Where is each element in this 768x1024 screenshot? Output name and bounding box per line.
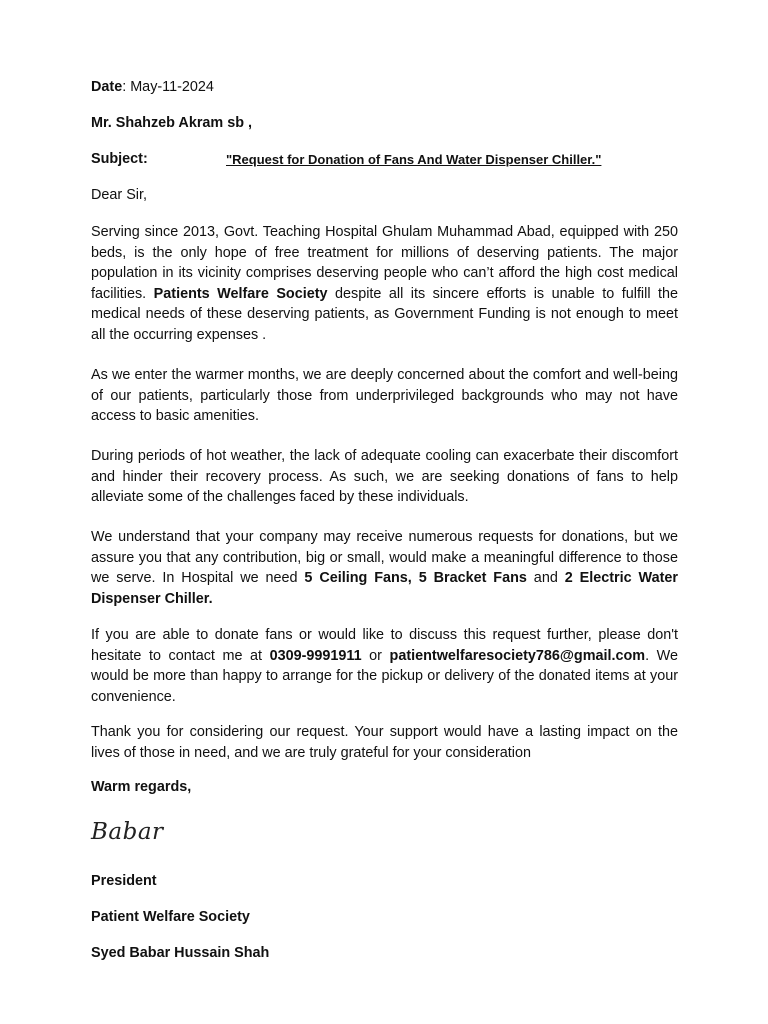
paragraph-request [91, 527, 678, 609]
paragraph-contact-or: or [361, 647, 390, 664]
paragraph-contact [91, 625, 678, 707]
subject-text: "Request for Donation of Fans And Water Dispenser Chiller." [226, 152, 602, 167]
paragraph-contact-text-b: . We would be more than happy to arrange for the pickup or delivery of the donated items at your convenience. [91, 647, 678, 705]
paragraph-contact-text-a: If you are able to donate fans or would like to discuss this request further, please don't hesitate to contact me at [91, 627, 678, 664]
contact-email[interactable]: patientwelfaresociety786@gmail.com [389, 647, 646, 664]
paragraph-intro-text-a: Serving since 2013, Govt. Teaching Hospital Ghulam Muhammad Abad, equipped with 250 beds, is the only hope of free treatment for millions of deserving patients. The major population in its vicinity comprises deserving people who can’t afford the high cost medical facilities. [91, 224, 678, 302]
salutation: Dear Sir, [91, 187, 147, 203]
fans-needed: 5 Ceiling Fans, 5 Bracket Fans [304, 570, 527, 587]
date-line [91, 79, 214, 95]
date-label: Date [91, 79, 123, 95]
paragraph-intro [91, 222, 678, 346]
paragraph-request-text-a: We understand that your company may receive numerous requests for donations, but we assure you that any contribution, big or small, would make a meaningful difference to those we serve. In Hospital we need [91, 529, 678, 587]
paragraph-request-and: and [526, 570, 565, 587]
signer-title: President [91, 873, 157, 889]
paragraph-thanks: Thank you for considering our request. Your support would have a lasting impact on the lives of those in need, and we are truly grateful for your consideration [91, 724, 678, 761]
signer-name: Syed Babar Hussain Shah [91, 945, 270, 961]
recipient-name: Mr. Shahzeb Akram sb , [91, 115, 253, 131]
paragraph-hot-weather: During periods of hot weather, the lack of adequate cooling can exacerbate their discomfort and hinder their recovery process. As such, we are seeking donations of fans to help alleviate some of the challenges faced by these individuals. [91, 448, 678, 506]
signature-handwritten: Babar [91, 819, 164, 845]
society-name-emphasis: Patients Welfare Society [153, 285, 328, 302]
closing: Warm regards, [91, 779, 192, 795]
signer-organization: Patient Welfare Society [91, 909, 250, 925]
paragraph-warmer-months: As we enter the warmer months, we are deeply concerned about the comfort and well-being of our patients, particularly those from underprivileged backgrounds who may not have access to basic amenities. [91, 367, 678, 425]
paragraph-intro-text-b: despite all its sincere efforts is unable to fulfill the medical needs of these deserving patients, as Government Funding is not enough to meet all the occurring expenses . [91, 285, 679, 343]
subject-label: Subject: [91, 151, 148, 167]
chillers-needed: 2 Electric Water Dispenser Chiller. [91, 570, 678, 607]
date-value: : May-11-2024 [122, 79, 214, 95]
contact-phone[interactable]: 0309-9991911 [269, 647, 362, 664]
